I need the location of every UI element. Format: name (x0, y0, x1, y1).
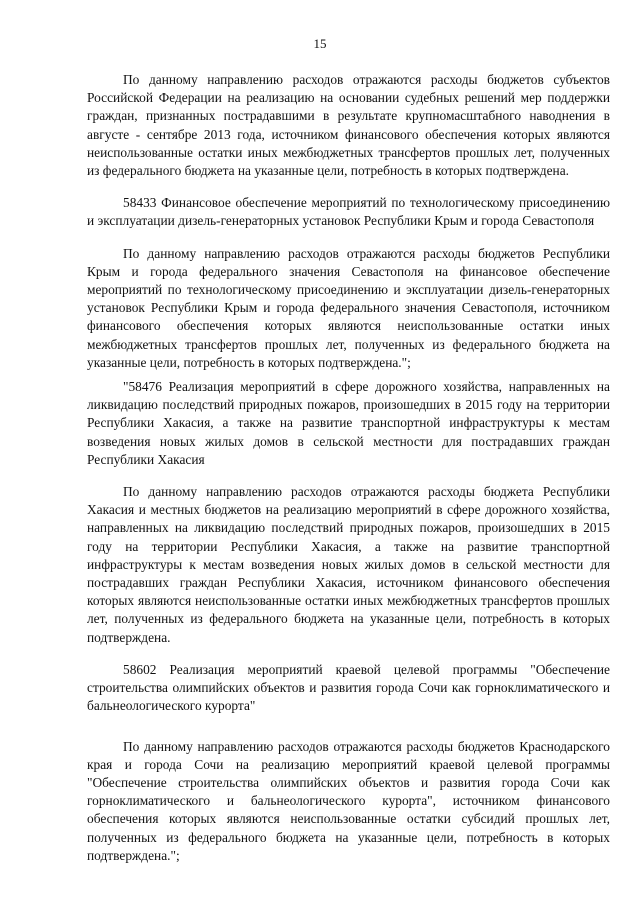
heading-58433: 58433 Финансовое обеспечение мероприятий по технологическому присоединению и эксплуатации дизель-генераторных установок Республики Крым и города Севастополя (87, 195, 610, 229)
paragraph-crimea-expenses: По данному направлению расходов отражаются расходы бюджетов Республики Крым и города федерального значения Севастополя на финансовое обеспечение мероприятий по технологическому присоединению и эксплуатации дизель-генераторных установок Республики Крым и города федерального значения Севастополя, источником финансового обеспечения которых являются неиспользованные остатки иных межбюджетных трансфертов прошлых лет, полученных из федерального бюджета на указанные цели, потребность в которых подтверждена."; (87, 245, 610, 370)
page-number: 15 (313, 36, 327, 51)
paragraph-flood-expenses: По данному направлению расходов отражаются расходы бюджетов субъектов Российской Федерации на реализацию на основании судебных решений мер поддержки граждан, признанных пострадавшими в результате крупномасштабного наводнения в августе - сентябре 2013 года, источником финансового обеспечения которых являются неиспользованные остатки иных межбюджетных трансфертов прошлых лет, полученных из федерального бюджета на указанные цели, потребность в которых подтверждена. (87, 72, 610, 179)
paragraph-khakassia-expenses: По данному направлению расходов отражаются расходы бюджета Республики Хакасия и местных бюджетов на реализацию мероприятий в сфере дорожного хозяйства, направленных на ликвидацию последствий природных пожаров, произошедших в 2015 году на территории Республики Хакасия, а также на развитие транспортной инфраструктуры к местам возведения новых жилых домов в сельской местности для пострадавших граждан Республики Хакасия, источником финансового обеспечения которых являются неиспользованные остатки иных межбюджетных трансфертов прошлых лет, полученных из федерального бюджета на указанные цели, потребность в которых подтверждена. (87, 484, 610, 645)
heading-58602: 58602 Реализация мероприятий краевой целевой программы "Обеспечение строительства олимпийских объектов и развития города Сочи как горноклиматического и бальнеологического курорта" (87, 661, 610, 714)
document-body (87, 71, 610, 865)
paragraph-sochi-expenses: По данному направлению расходов отражаются расходы бюджетов Краснодарского края и города Сочи на реализацию мероприятий краевой целевой программы "Обеспечение строительства олимпийских объектов и развития города Сочи как горноклиматического и бальнеологического курорта", источником финансового обеспечения которых являются неиспользованные остатки субсидий прошлых лет, полученных из федерального бюджета на указанные цели, потребность в которых подтверждена."; (87, 738, 610, 863)
heading-58476: "58476 Реализация мероприятий в сфере дорожного хозяйства, направленных на ликвидацию последствий природных пожаров, произошедших в 2015 году на территории Республики Хакасия, а также на развитие транспортной инфраструктуры к местам возведения новых жилых домов в сельской местности для пострадавших граждан Республики Хакасия (87, 379, 610, 467)
